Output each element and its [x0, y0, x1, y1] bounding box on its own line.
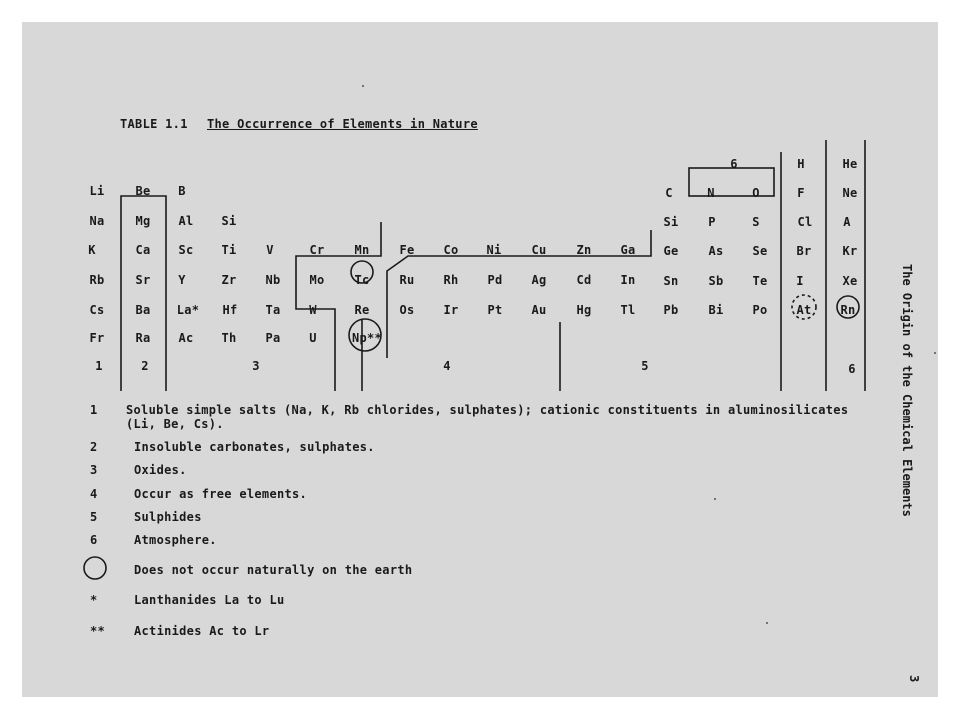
page-number: 3 [907, 675, 921, 683]
element-ga: Ga [620, 243, 636, 257]
legend-text: Sulphides [134, 510, 202, 524]
speck [766, 622, 768, 624]
element-si2: Si [663, 215, 679, 229]
element-cu: Cu [531, 243, 547, 257]
element-as: As [708, 244, 724, 258]
element-se: Se [752, 244, 768, 258]
speck [714, 498, 716, 500]
group-label-g4: 4 [443, 359, 451, 373]
element-au: Au [531, 303, 547, 317]
element-re: Re [354, 303, 370, 317]
element-os: Os [399, 303, 415, 317]
element-ag: Ag [531, 273, 547, 287]
legend-key: 2 [90, 440, 98, 454]
element-si1: Si [221, 214, 237, 228]
element-th: Th [221, 331, 237, 345]
element-he: He [842, 157, 858, 171]
element-xe: Xe [842, 274, 858, 288]
element-ru: Ru [399, 273, 415, 287]
element-pd: Pd [487, 273, 503, 287]
element-in: In [620, 273, 636, 287]
element-rh: Rh [443, 273, 459, 287]
element-cd: Cd [576, 273, 592, 287]
legend-key: 1 [90, 403, 98, 417]
element-zn: Zn [576, 243, 592, 257]
element-sc: Sc [178, 243, 194, 257]
group-label-g6a: 6 [730, 157, 738, 171]
element-i: I [796, 274, 804, 288]
rule-group6-box [689, 168, 774, 196]
legend-key: 3 [90, 463, 98, 477]
element-pt: Pt [487, 303, 503, 317]
element-ac: Ac [178, 331, 194, 345]
document-page [22, 22, 938, 697]
element-v: V [266, 243, 274, 257]
element-pb: Pb [663, 303, 679, 317]
group-label-g5: 5 [641, 359, 649, 373]
element-p: P [708, 215, 716, 229]
element-ti: Ti [221, 243, 237, 257]
element-fr: Fr [89, 331, 105, 345]
element-o: O [752, 186, 760, 200]
element-tl: Tl [620, 303, 636, 317]
element-np: Np** [351, 331, 383, 345]
element-at: At [796, 303, 812, 317]
legend-key: 4 [90, 487, 98, 501]
table-caption: The Occurrence of Elements in Nature [207, 117, 478, 131]
element-ba: Ba [135, 303, 151, 317]
group-label-g2: 2 [141, 359, 149, 373]
element-ni: Ni [486, 243, 502, 257]
element-be: Be [135, 184, 151, 198]
element-co: Co [443, 243, 459, 257]
legend-circle-icon [84, 557, 106, 579]
element-h: H [797, 157, 805, 171]
legend-text: Does not occur naturally on the earth [134, 563, 413, 577]
element-s: S [752, 215, 760, 229]
element-nb: Nb [265, 273, 281, 287]
element-al: Al [178, 214, 194, 228]
legend-text: Insoluble carbonates, sulphates. [134, 440, 375, 454]
element-ta: Ta [265, 303, 281, 317]
element-la: La* [176, 303, 200, 317]
legend-key: 6 [90, 533, 98, 547]
element-mo: Mo [309, 273, 325, 287]
group-label-g6b: 6 [848, 362, 856, 376]
element-hf: Hf [222, 303, 238, 317]
element-k: K [88, 243, 96, 257]
element-kr: Kr [842, 244, 858, 258]
element-c: C [665, 186, 673, 200]
element-ge: Ge [663, 244, 679, 258]
legend-text: Atmosphere. [134, 533, 217, 547]
element-sb: Sb [708, 274, 724, 288]
speck [934, 352, 936, 354]
legend-key: 5 [90, 510, 98, 524]
element-rb: Rb [89, 273, 105, 287]
legend-text: Occur as free elements. [134, 487, 308, 501]
element-na: Na [89, 214, 105, 228]
element-f: F [797, 186, 805, 200]
element-mg: Mg [135, 214, 151, 228]
element-bi: Bi [708, 303, 724, 317]
element-w: W [309, 303, 317, 317]
element-fe: Fe [399, 243, 415, 257]
element-cr: Cr [309, 243, 325, 257]
legend-text: Lanthanides La to Lu [134, 593, 285, 607]
element-rn: Rn [840, 303, 856, 317]
element-ra: Ra [135, 331, 151, 345]
speck [362, 85, 364, 87]
element-tc: Tc [354, 273, 370, 287]
element-te: Te [752, 274, 768, 288]
element-br: Br [796, 244, 812, 258]
running-head: The Origin of the Chemical Elements [900, 264, 914, 517]
element-pa: Pa [265, 331, 281, 345]
element-li: Li [89, 184, 105, 198]
element-y: Y [178, 273, 186, 287]
element-n: N [707, 186, 715, 200]
table-number: TABLE 1.1 [120, 117, 188, 131]
legend-key: ** [90, 624, 106, 638]
element-ca: Ca [135, 243, 151, 257]
element-cl: Cl [797, 215, 813, 229]
legend-text: Soluble simple salts (Na, K, Rb chlorides, sulphates); cationic constituents in aluminosilicates [126, 403, 849, 417]
rule-group4-step [387, 230, 651, 358]
legend-key: * [90, 593, 98, 607]
element-sr: Sr [135, 273, 151, 287]
element-u: U [309, 331, 317, 345]
group-label-g3: 3 [252, 359, 260, 373]
element-a: A [843, 215, 851, 229]
element-b: B [178, 184, 186, 198]
element-ne: Ne [842, 186, 858, 200]
element-ir: Ir [443, 303, 459, 317]
group-label-g1: 1 [95, 359, 103, 373]
element-hg: Hg [576, 303, 592, 317]
element-sn: Sn [663, 274, 679, 288]
legend-text: Actinides Ac to Lr [134, 624, 270, 638]
legend-text: Oxides. [134, 463, 187, 477]
element-cs: Cs [89, 303, 105, 317]
element-po: Po [752, 303, 768, 317]
element-mn: Mn [354, 243, 370, 257]
element-zr: Zr [221, 273, 237, 287]
legend-text-cont: (Li, Be, Cs). [126, 417, 224, 431]
